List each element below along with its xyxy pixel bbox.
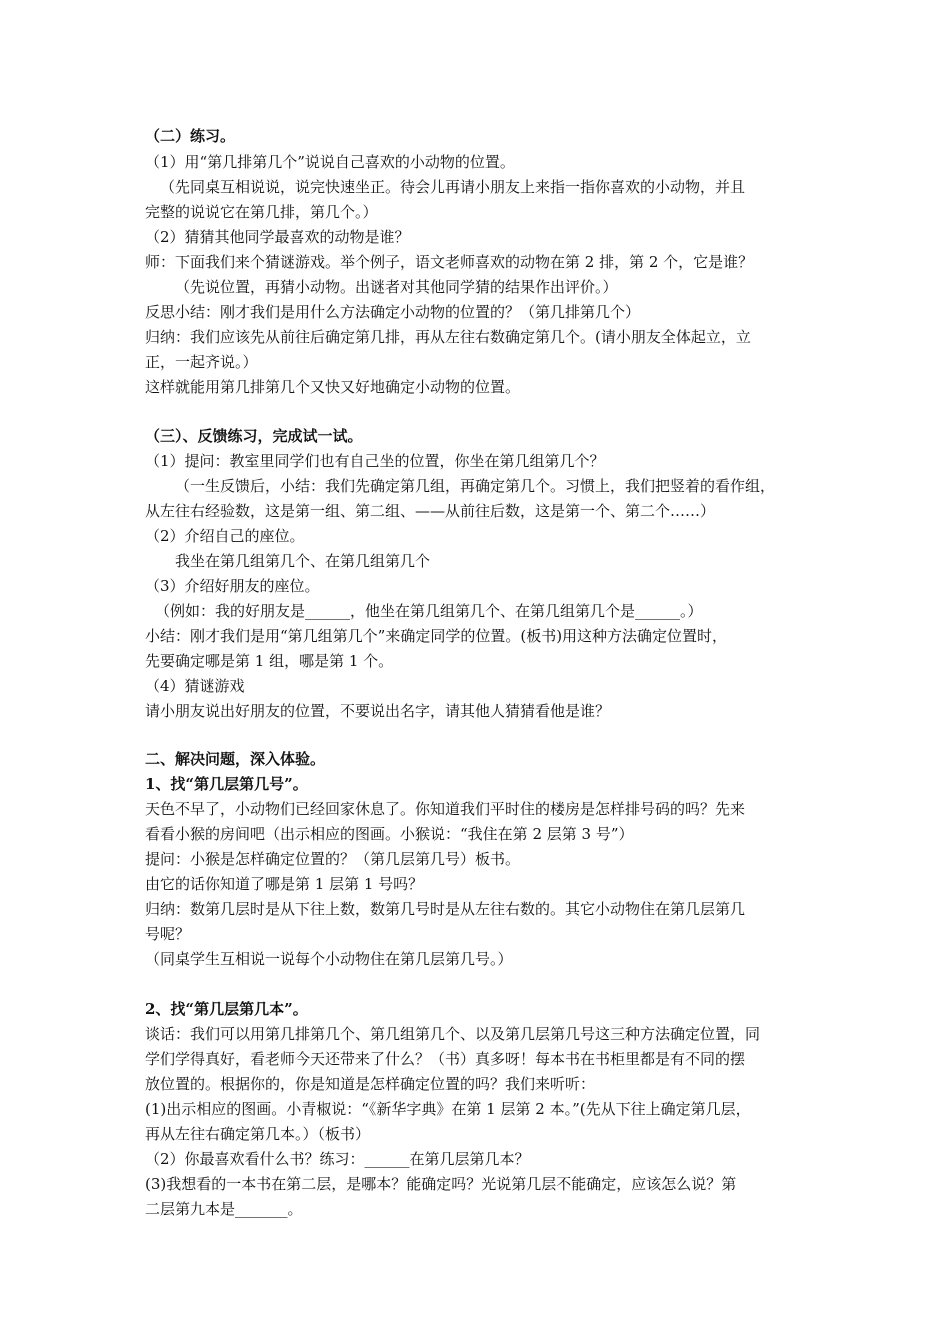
paragraph-line: 从左往右经验数，这是第一组、第二组、——从前往后数，这是第一个、第二个……） <box>145 502 716 520</box>
heading-practice: （二）练习。 <box>145 127 236 145</box>
paragraph-line: （例如：我的好朋友是______，他坐在第几组第几个、在第几组第几个是______。） <box>155 602 703 620</box>
paragraph-line: 归纳：数第几层时是从下往上数，数第几号时是从左往右数的。其它小动物住在第几层第几 <box>145 900 746 918</box>
paragraph-line: 再从左往右确定第几本。）（板书） <box>145 1125 371 1143</box>
paragraph-line: 先要确定哪是第 1 组，哪是第 1 个。 <box>145 652 394 670</box>
paragraph-line: 请小朋友说出好朋友的位置，不要说出名字，请其他人猜猜看他是谁？ <box>145 702 611 720</box>
paragraph-line: （1）用“第几排第几个”说说自己喜欢的小动物的位置。 <box>145 153 515 171</box>
paragraph-line: （同桌学生互相说一说每个小动物住在第几层第几号。） <box>145 950 513 968</box>
heading-solve-problems: 二、解决问题，深入体验。 <box>145 750 326 768</box>
paragraph-line: 这样就能用第几排第几个又快又好地确定小动物的位置。 <box>145 378 521 396</box>
paragraph-line: （4）猜谜游戏 <box>145 677 245 695</box>
paragraph-line: （一生反馈后，小结：我们先确定第几组，再确定第几个。习惯上，我们把竖着的看作组， <box>175 477 776 495</box>
paragraph-line: （3）介绍好朋友的座位。 <box>145 577 320 595</box>
paragraph-line: 由它的话你知道了哪是第 1 层第 1 号吗？ <box>145 875 424 893</box>
paragraph-line: (1)出示相应的图画。小青椒说：“《新华字典》在第 1 层第 2 本。”(先从下往上确定第几层， <box>145 1100 751 1118</box>
heading-floor-book: 2、找“第几层第几本”。 <box>145 1000 308 1018</box>
heading-feedback: （三）、反馈练习，完成试一试。 <box>145 427 363 445</box>
paragraph-line: 看看小猴的房间吧（出示相应的图画。小猴说：“我住在第 2 层第 3 号”） <box>145 825 634 843</box>
paragraph-line: (3)我想看的一本书在第二层，是哪本？能确定吗？光说第几层不能确定，应该怎么说？第 <box>145 1175 737 1193</box>
paragraph-line: 提问：小猴是怎样确定位置的？（第几层第几号）板书。 <box>145 850 521 868</box>
paragraph-line: 归纳：我们应该先从前往后确定第几排，再从左往右数确定第几个。(请小朋友全体起立，立 <box>145 328 751 346</box>
paragraph-line: 谈话：我们可以用第几排第几个、第几组第几个、以及第几层第几号这三种方法确定位置，同 <box>145 1025 761 1043</box>
paragraph-line: 师：下面我们来个猜谜游戏。举个例子，语文老师喜欢的动物在第 2 排，第 2 个，它是谁？ <box>145 253 754 271</box>
paragraph-line: 正，一起齐说。） <box>145 353 258 371</box>
paragraph-line: 号呢？ <box>145 925 191 943</box>
heading-floor-number: 1、找“第几层第几号”。 <box>145 775 308 793</box>
paragraph-line: 学们学得真好，看老师今天还带来了什么？（书）真多呀！每本书在书柜里都是有不同的摆 <box>145 1050 746 1068</box>
paragraph-line: （2）猜猜其他同学最喜欢的动物是谁？ <box>145 228 410 246</box>
paragraph-line: （先说位置，再猜小动物。出谜者对其他同学猜的结果作出评价。） <box>175 278 618 296</box>
paragraph-line: 我坐在第几组第几个、在第几组第几个 <box>175 552 431 570</box>
paragraph-line: 天色不早了，小动物们已经回家休息了。你知道我们平时住的楼房是怎样排号码的吗？先来 <box>145 800 746 818</box>
paragraph-line: 二层第九本是_______。 <box>145 1200 303 1218</box>
paragraph-line: 放位置的。根据你的，你是知道是怎样确定位置的吗？我们来听听： <box>145 1075 596 1093</box>
paragraph-line: （2）你最喜欢看什么书？练习：______在第几层第几本？ <box>145 1150 530 1168</box>
paragraph-line: （先同桌互相说说，说完快速坐正。待会儿再请小朋友上来指一指你喜欢的小动物，并且 <box>160 178 746 196</box>
paragraph-line: 小结：刚才我们是用“第几组第几个”来确定同学的位置。(板书)用这种方法确定位置时， <box>145 627 728 645</box>
paragraph-line: （2）介绍自己的座位。 <box>145 527 305 545</box>
paragraph-line: （1）提问：教室里同学们也有自己坐的位置，你坐在第几组第几个？ <box>145 452 605 470</box>
paragraph-line: 完整的说说它在第几排，第几个。） <box>145 203 378 221</box>
paragraph-line: 反思小结：刚才我们是用什么方法确定小动物的位置的？（第几排第几个） <box>145 303 641 321</box>
